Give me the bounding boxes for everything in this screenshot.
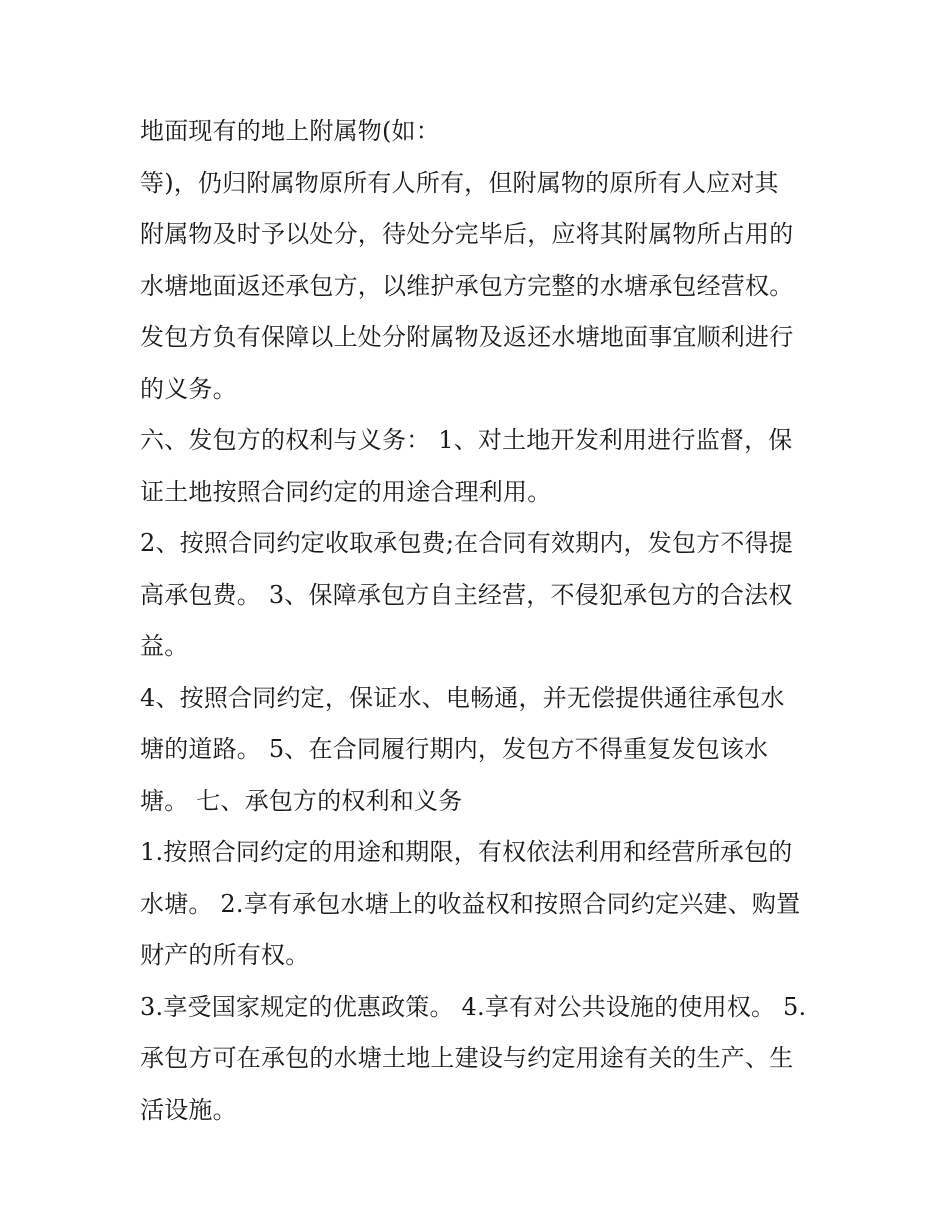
text-line: 地面现有的地上附属物(如： bbox=[140, 117, 440, 145]
text-line: 益。 bbox=[140, 632, 189, 660]
text-line: 附属物及时予以处分，待处分完毕后，应将其附属物所占用的 bbox=[140, 220, 794, 248]
section-seven-heading-line: 塘。 七、承包方的权利和义务 bbox=[140, 786, 463, 815]
text-line: 1.按照合同约定的用途和期限，有权依法利用和经营所承包的 bbox=[140, 838, 793, 866]
text-line: 水塘。 2.享有承包水塘上的收益权和按照合同约定兴建、购置 bbox=[140, 889, 801, 918]
text-line: 3.享受国家规定的优惠政策。 4.享有对公共设施的使用权。 5. bbox=[140, 992, 807, 1021]
text-line: 4、按照合同约定，保证水、电畅通，并无偿提供通往承包水 bbox=[140, 683, 785, 712]
section-six-heading-line: 六、发包方的权利与义务： 1、对土地开发利用进行监督，保 bbox=[140, 426, 793, 454]
document-body bbox=[140, 106, 820, 1136]
text-line: 2、按照合同约定收取承包费;在合同有效期内，发包方不得提 bbox=[140, 529, 793, 557]
text-line: 承包方可在承包的水塘土地上建设与约定用途有关的生产、生 bbox=[140, 1044, 794, 1072]
text-line: 财产的所有权。 bbox=[140, 941, 310, 969]
text-line: 等)，仍归附属物原所有人所有，但附属物的原所有人应对其 bbox=[140, 168, 779, 197]
text-line: 水塘地面返还承包方，以维护承包方完整的水塘承包经营权。 bbox=[140, 271, 794, 300]
text-line: 证土地按照合同约定的用途合理利用。 bbox=[140, 477, 552, 506]
text-line: 塘的道路。 5、在合同履行期内，发包方不得重复发包该水 bbox=[140, 735, 769, 763]
text-line: 活设施。 bbox=[140, 1095, 237, 1124]
text-line: 的义务。 bbox=[140, 374, 237, 403]
text-line: 高承包费。 3、保障承包方自主经营，不侵犯承包方的合法权 bbox=[140, 580, 793, 609]
text-line: 发包方负有保障以上处分附属物及返还水塘地面事宜顺利进行 bbox=[140, 323, 794, 351]
